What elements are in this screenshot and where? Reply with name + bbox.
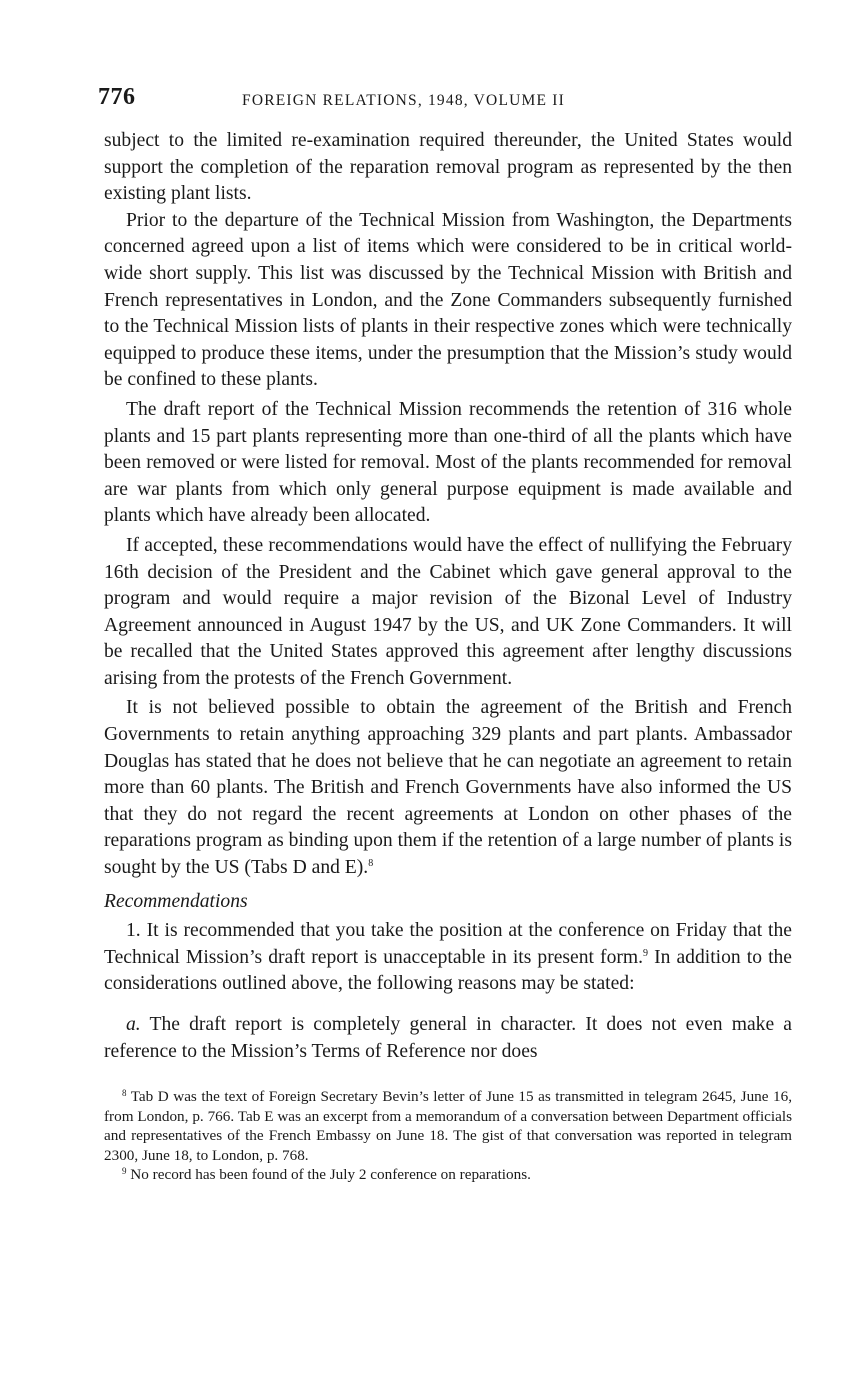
footnote-9-marker: 9 [122, 1166, 127, 1177]
page-header [98, 84, 792, 124]
item-a-letter: a. [126, 1014, 141, 1035]
document-page [98, 84, 792, 1185]
paragraph-agreement-possibility [104, 695, 792, 881]
footnote-9 [104, 1165, 792, 1185]
paragraph-draft-report: The draft report of the Technical Mission recommends the retention of 316 whole plants and 15 part plants representing more than one-third of all the plants which have been removed or were listed for removal. Most of the plants recommended for removal are war plants from which only general purpose equipment is made available and plants which have already been allocated. [104, 398, 792, 527]
item-a-text: The draft report is completely general in character. It does not even make a reference to the Mission’s Terms of Reference nor does [104, 1014, 792, 1062]
footnotes [104, 1087, 792, 1185]
footnote-8 [104, 1087, 792, 1165]
footnote-8-marker: 8 [122, 1088, 127, 1099]
recommendation-item-1 [104, 918, 792, 998]
footnote-9-text: No record has been found of the July 2 conference on reparations. [130, 1166, 531, 1184]
footnote-ref-9[interactable]: 9 [643, 947, 649, 959]
recommendation-item-1-text: 1. It is recommended that you take the position at the conference on Friday that the Technical Mission’s draft report is unacceptable in its present form. [104, 920, 792, 968]
footnote-ref-8[interactable]: 8 [368, 858, 374, 870]
page-number: 776 [98, 84, 136, 110]
recommendation-item-1-continuation: In addition to the considerations outlined above, the following reasons may be stated: [104, 946, 792, 995]
paragraph-continuation: subject to the limited re-examination required thereunder, the United States would support the completion of the reparation removal program as represented by the then existing plant lists. [104, 130, 792, 205]
paragraph-technical-mission-departure: Prior to the departure of the Technical Mission from Washington, the Departments concerned agreed upon a list of items which were considered to be in critical world-wide short supply. This list was discussed by the Technical Mission with British and French representatives in London, and the Zone Commanders subsequently furnished to the Technical Mission lists of plants in their respective zones which were technically equipped to produce these items, under the presumption that the Mission’s study would be confined to these plants. [104, 209, 792, 391]
running-head: FOREIGN RELATIONS, 1948, VOLUME II [242, 92, 565, 109]
paragraph-if-accepted: If accepted, these recommendations would have the effect of nullifying the February 16th decision of the President and the Cabinet which gave general approval to the program and would require a major revision of the Bizonal Level of Industry Agreement announced in August 1947 by the US, and UK Zone Commanders. It will be recalled that the United States approved this agreement after lengthy discussions arising from the protests of the French Government. [104, 534, 792, 689]
recommendation-item-a [104, 1012, 792, 1065]
body-text [104, 128, 792, 1065]
recommendations-heading: Recommendations [104, 890, 248, 912]
paragraph-agreement-text: It is not believed possible to obtain the agreement of the British and French Governments to retain anything approaching 329 plants and part plants. Ambassador Douglas has stated that he does not believe that he can negotiate an agreement to retain more than 60 plants. The British and French Governments have also informed the US that they do not regard the recent agreements at London on other phases of the reparations program as binding upon them if the retention of a large number of plants is sought by the US (Tabs D and E). [104, 697, 792, 879]
footnote-8-text: Tab D was the text of Foreign Secretary Bevin’s letter of June 15 as transmitted in telegram 2645, June 16, from London, p. 766. Tab E was an excerpt from a memorandum of a conversation between Department officials and representatives of the French Embassy on June 18. The gist of that conversation was reported in telegram 2300, June 18, to London, p. 768. [104, 1088, 792, 1164]
